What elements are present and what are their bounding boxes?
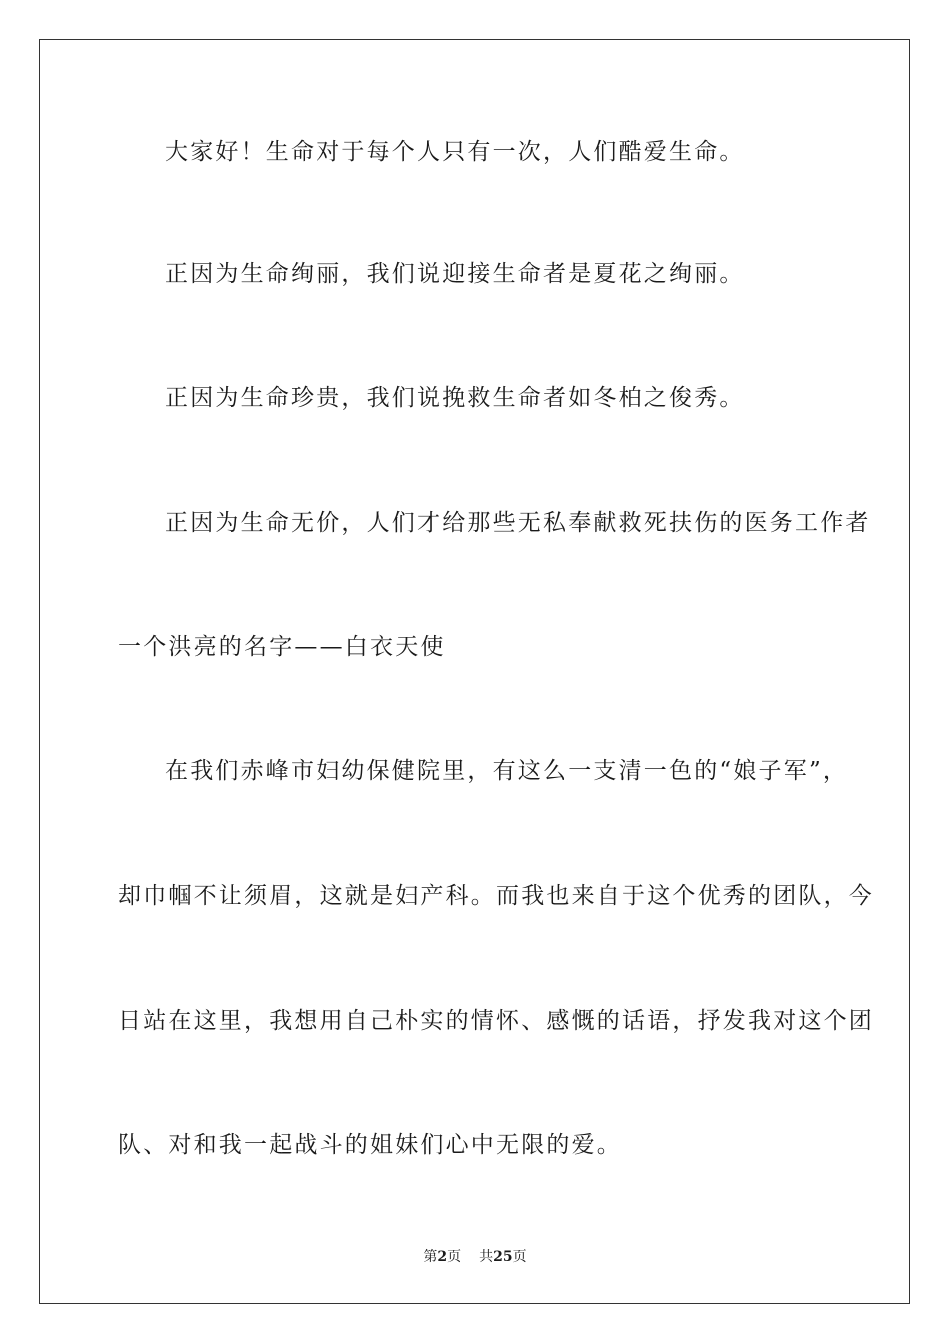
paragraph-line: 日站在这里，我想用自己朴实的情怀、感慨的话语，抒发我对这个团 [118, 1008, 874, 1034]
page-footer [0, 1248, 950, 1266]
total-pages: 25 [493, 1249, 513, 1265]
page-prefix: 第 [423, 1249, 438, 1265]
page-suffix: 页 [447, 1249, 462, 1265]
paragraph-line: 却巾帼不让须眉，这就是妇产科。而我也来自于这个优秀的团队，今 [118, 883, 874, 909]
total-suffix: 页 [512, 1249, 527, 1265]
page-number: 2 [437, 1249, 448, 1265]
total-prefix: 共 [479, 1249, 494, 1265]
paragraph-line: 在我们赤峰市妇幼保健院里，有这么一支清一色的“娘子军”， [165, 758, 849, 784]
paragraph-line: 正因为生命无价，人们才给那些无私奉献救死扶伤的医务工作者 [165, 510, 871, 536]
paragraph-line: 正因为生命珍贵，我们说挽救生命者如冬柏之俊秀。 [165, 385, 745, 411]
page-frame [39, 39, 910, 1304]
paragraph-line: 大家好！生命对于每个人只有一次，人们酷爱生命。 [165, 139, 745, 165]
paragraph-line: 队、对和我一起战斗的姐妹们心中无限的爱。 [118, 1132, 622, 1158]
paragraph-line: 一个洪亮的名字——白衣天使 [118, 634, 446, 660]
paragraph-line: 正因为生命绚丽，我们说迎接生命者是夏花之绚丽。 [165, 261, 745, 287]
